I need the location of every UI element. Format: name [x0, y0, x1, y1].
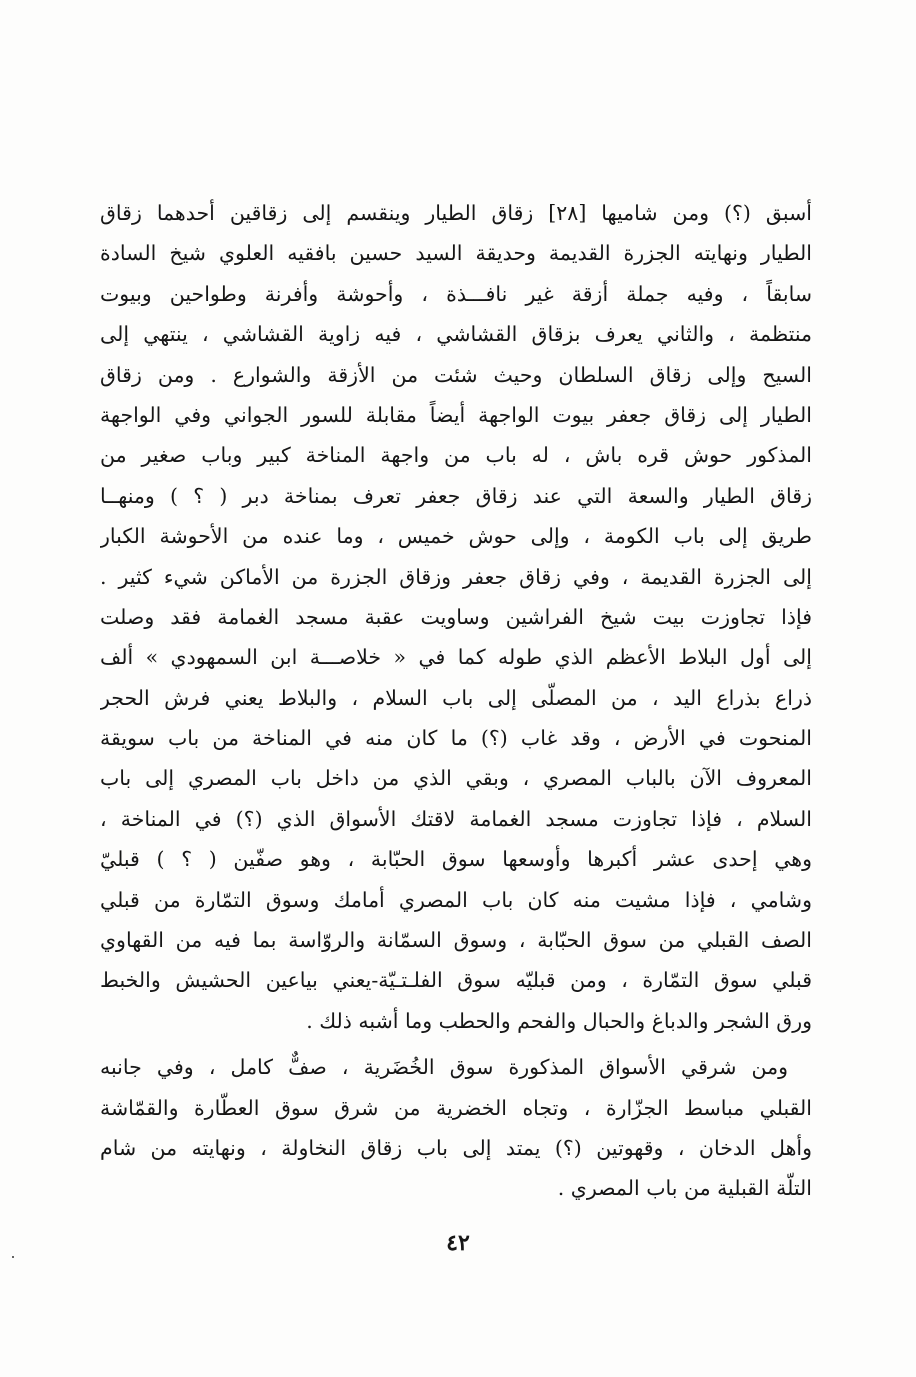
text-line: سابقاً ، وفيه جملة أزقة غير نافـــذة ، وأحوشة وأفرنة وطواحين وبيوت — [100, 281, 812, 306]
text-line: الصف القبلي من سوق الحبّابة ، وسوق السمّانة والروّاسة بما فيه من القهاوي — [100, 928, 812, 953]
text-line: أسبق (؟) ومن شاميها [٢٨] زقاق الطيار وينقسم إلى زقاقين أحدهما زقاق — [100, 201, 812, 225]
text-line: طريق إلى باب الكومة ، وإلى حوش خميس ، وما عنده من الأحوشة الكبار — [100, 524, 812, 549]
text-line: الطيار إلى زقاق جعفر بيوت الواجهة أيضاً مقابلة للسور الجواني وفي الواجهة — [100, 402, 812, 427]
text-line: ورق الشجر والدباغ والحبال والفحم والحطب وما أشبه ذلك . — [306, 1008, 812, 1033]
paragraph-2 — [100, 1047, 812, 1209]
text-line: زقاق الطيار والسعة التي عند زقاق جعفر تعرف بمناخة دبر ( ؟ ) ومنهــا — [100, 483, 812, 508]
text-line: الطيار ونهايته الجزرة القديمة وحديقة السيد حسين بافقيه العلوي شيخ السادة — [100, 241, 812, 266]
text-line: التلّة القبلية من باب المصري . — [557, 1176, 812, 1201]
page-number: ٤٢ — [446, 1230, 470, 1256]
text-line: قبلي سوق التمّارة ، ومن قبليّه سوق الفلـتـيّة-يعني بياعين الحشيش والخبط — [100, 968, 812, 993]
text-line: منتظمة ، والثاني يعرف بزقاق القشاشي ، فيه زاوية القشاشي ، ينتهي إلى — [100, 322, 812, 347]
text-line: المعروف الآن بالباب المصري ، وبقي الذي من داخل باب المصري إلى باب — [100, 766, 812, 791]
text-line: وشامي ، فإذا مشيت منه كان باب المصري أمامك وسوق التمّارة من قبلي — [100, 887, 812, 912]
text-line: السلام ، فإذا تجاوزت مسجد الغمامة لاقتك الأسواق الذي (؟) في المناخة ، — [100, 806, 812, 831]
paragraph-1 — [100, 193, 812, 1041]
text-line: المذكور حوش قره باش ، له باب من واجهة المناخة كبير وباب صغير من — [100, 443, 812, 468]
text-line: المنحوت في الأرض ، وقد غاب (؟) ما كان منه في المناخة من باب سويقة — [100, 726, 812, 751]
text-line: السيح وإلى زقاق السلطان وحيث شئت من الأزقة والشوارع . ومن زقاق — [100, 362, 812, 387]
text-line: القبلي مباسط الجزّارة ، وتجاه الخضرية من شرق سوق العطّارة والقمّاشة — [100, 1095, 812, 1120]
text-line: وأهل الدخان ، وقهوتين (؟) يمتد إلى باب زقاق النخاولة ، ونهايته من شام — [100, 1135, 812, 1160]
text-line: إلى الجزرة القديمة ، وفي زقاق جعفر وزقاق الجزرة من الأماكن شيء كثير . — [100, 564, 812, 589]
text-line: إلى أول البلاط الأعظم الذي طوله كما في « خلاصـــة ابن السمهودي » ألف — [100, 645, 812, 670]
body-text — [100, 193, 812, 1209]
text-line: فإذا تجاوزت بيت شيخ الفراشين وساويت عقبة مسجد الغمامة فقد وصلت — [100, 604, 812, 629]
text-line: وهي إحدى عشر أكبرها وأوسعها سوق الحبّابة ، وهو صفّين ( ؟ ) قبليّ — [100, 847, 812, 872]
text-line: ومن شرقي الأسواق المذكورة سوق الخُضَرية ، صفٌّ كامل ، وفي جانبه — [100, 1055, 788, 1080]
scan-speck — [12, 1256, 14, 1258]
text-line: ذراع بذراع اليد ، من المصلّى إلى باب السلام ، والبلاط يعني فرش الحجر — [100, 685, 812, 710]
